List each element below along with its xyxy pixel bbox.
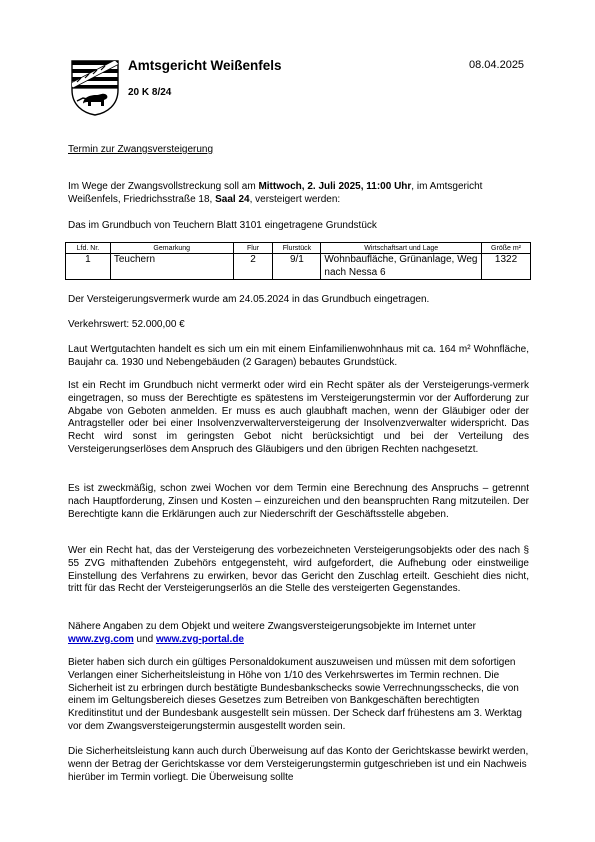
registration-note: Der Versteigerungsvermerk wurde am 24.05.2024 in das Grundbuch eingetragen. [68, 294, 430, 305]
info-text: Nähere Angaben zu dem Objekt und weitere Zwangsversteigerungsobjekte im Internet unter [68, 621, 477, 632]
info-paragraph [68, 621, 529, 647]
land-register-line: Das im Grundbuch von Teuchern Blatt 3101 eingetragene Grundstück [68, 220, 377, 231]
cell-groesse: 1322 [482, 254, 531, 280]
rights-paragraph: Ist ein Recht im Grundbuch nicht vermerkt oder wird ein Recht später als der Versteigerungs-vermerk eingetragen, so muss der Berechtigte es spätestens im Versteigerungstermin vor der Aufforderung zur Abgabe von Geboten anmelden. Er muss es auch glaubhaft machen, wenn der Gläubiger oder der Antragsteller oder bei einer Insolvenzverwalterversteigerung der Insolvenzverwalter widerspricht. Das Recht wird sonst im geringsten Gebot nicht berücksichtigt und bei der Verteilung des Versteigerungserlöses dem Anspruch des Gläubigers und den übrigen Rechten nachgesetzt. [68, 380, 529, 455]
document-subject: Termin zur Zwangsversteigerung [68, 144, 214, 155]
cell-lfd-nr: 1 [66, 254, 111, 280]
appraisal-paragraph: Laut Wertgutachten handelt es sich um ein mit einem Einfamilienwohnhaus mit ca. 164 m² Wohnfläche, Baujahr ca. 1930 und Nebengebäuden (2 Garagen) bebautes Grundstück. [68, 344, 529, 368]
plots-table [65, 242, 531, 280]
info-and: und [133, 633, 157, 645]
cell-wirtschaftsart: Wohnbaufläche, Grünanlage, Weg nach Nessa 6 [321, 254, 482, 280]
transfer-paragraph: Die Sicherheitsleistung kann auch durch Überweisung auf das Konto der Gerichtskasse bewirkt werden, wenn der Betrag der Gerichtskasse vor dem Versteigerungstermin gutgeschrieben ist und ein Nachweis hierüber im Termin vorliegt. Die Überweisung sollte [68, 746, 529, 783]
opposing-right-paragraph: Wer ein Recht hat, das der Versteigerung des vorbezeichneten Versteigerungsobjekts oder des nach § 55 ZVG mithaftenden Zubehörs entgegensteht, wird aufgefordert, die Aufhebung oder einstweilige Einstellung des Verfahrens zu erwirken, bevor das Gericht den Zuschlag erteilt. Geschieht dies nicht, tritt für das Recht der Versteigerungserlös an die Stelle des versteigerten Gegenstandes. [68, 545, 529, 595]
col-header-wirtschaftsart: Wirtschaftsart und Lage [321, 243, 482, 254]
table-row [66, 254, 531, 280]
col-header-flurstueck: Flurstück [273, 243, 321, 254]
col-header-flur: Flur [233, 243, 273, 254]
case-number: 20 K 8/24 [128, 87, 172, 98]
table-header-row [66, 243, 531, 254]
market-value: Verkehrswert: 52.000,00 € [68, 319, 185, 330]
col-header-lfd-nr: Lfd. Nr. [66, 243, 111, 254]
calculation-paragraph: Es ist zweckmäßig, schon zwei Wochen vor dem Termin eine Berechnung des Anspruchs – getrennt nach Hauptforderung, Zinsen und Kosten – einzureichen und den beanspruchten Rang mitzuteilen. Der Berechtigte kann die Erklärungen auch zur Niederschrift der Geschäftsstelle abgeben. [68, 483, 529, 520]
col-header-groesse: Größe m² [482, 243, 531, 254]
court-name: Amtsgericht Weißenfels [128, 58, 282, 73]
intro-middle: , im Amtsgericht Weißenfels, Friedrichsstraße 18, [68, 181, 483, 205]
zvg-portal-link[interactable]: www.zvg-portal.de [156, 633, 244, 645]
cell-gemarkung: Teuchern [110, 254, 233, 280]
intro-suffix: , versteigert werden: [249, 193, 341, 205]
coat-of-arms-icon [71, 60, 119, 116]
cell-flur: 2 [233, 254, 273, 280]
bidders-paragraph: Bieter haben sich durch ein gültiges Personaldokument auszuweisen und müssen mit dem sofortigen Verlangen einer Sicherheitsleistung in Höhe von 1/10 des Verkehrswertes im Termin rechnen. Die Sicherheit ist zu erbringen durch bestätigte Bundesbankschecks sowie Verrechnungsschecks, die von einem im Geltungsbereich dieses Gesetzes zum Betreiben von Bankgeschäften berechtigten Kreditinstitut und der Bundesbank ausgestellt sein müssen. Der Scheck darf frühestens am 3. Werktag vor dem Zwangsversteigerungstermin ausgestellt worden sein. [68, 657, 522, 732]
zvg-link[interactable]: www.zvg.com [68, 633, 134, 645]
auction-room: Saal 24 [215, 193, 250, 205]
intro-prefix: Im Wege der Zwangsvollstreckung soll am [68, 181, 256, 192]
document-date: 08.04.2025 [469, 59, 525, 71]
intro-paragraph [68, 181, 529, 207]
auction-datetime: Mittwoch, 2. Juli 2025, 11:00 Uhr [258, 181, 412, 192]
cell-flurstueck: 9/1 [273, 254, 321, 280]
col-header-gemarkung: Gemarkung [110, 243, 233, 254]
